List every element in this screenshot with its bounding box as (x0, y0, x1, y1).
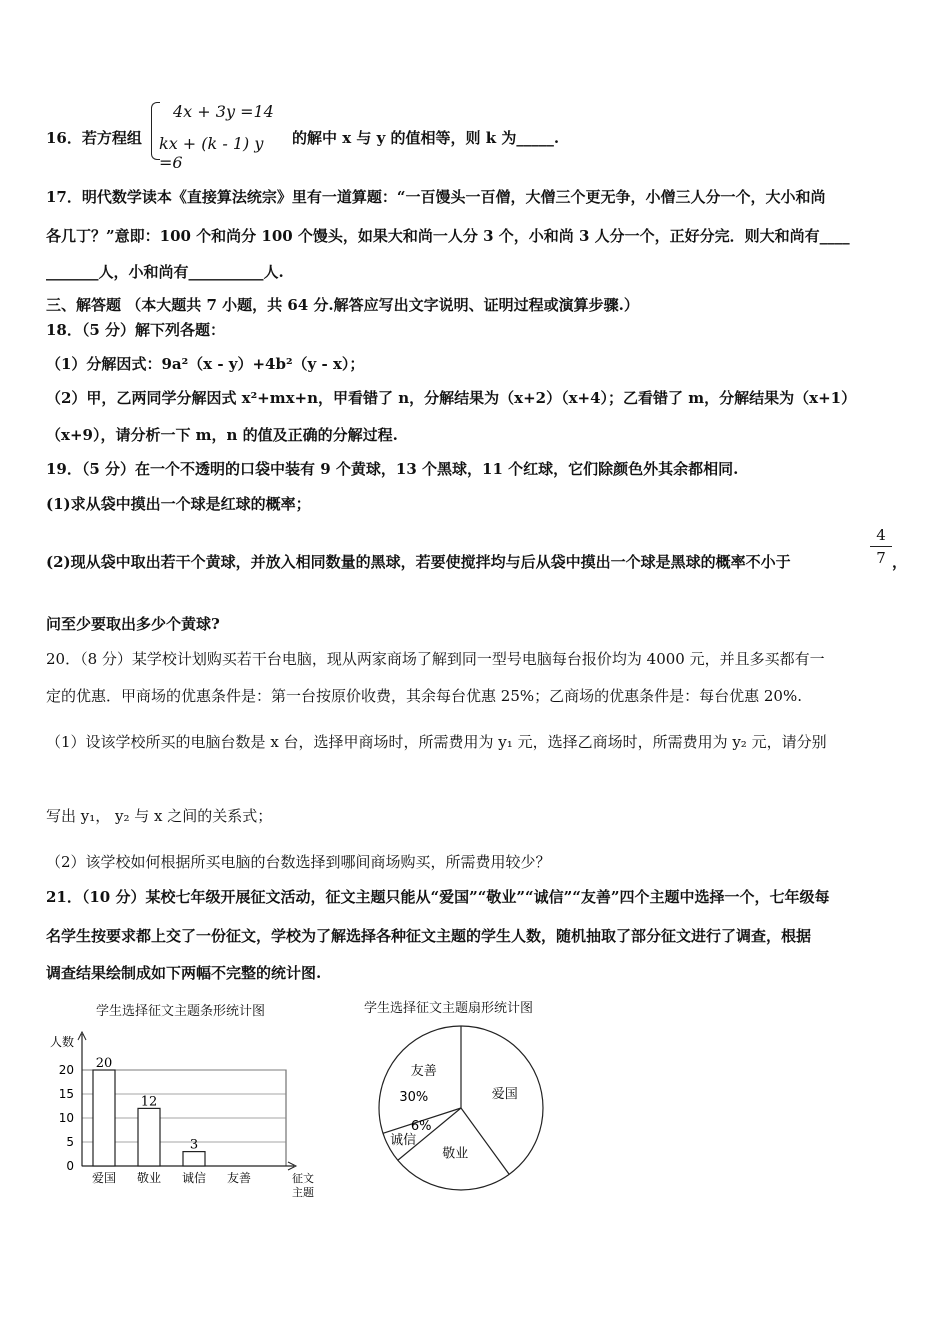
bar-chart-title: 学生选择征文主题条形统计图 (96, 1004, 266, 1019)
slice-label-敬业: 敬业 (442, 1146, 469, 1162)
q20-part2: （2）该学校如何根据所买电脑的台数选择到哪间商场购买，所需费用较少？ (46, 853, 551, 871)
q18-part2-line1: （2）甲，乙两同学分解因式 x²+mx+n，甲看错了 n，分解结果为（x+2）（x+4）；乙看错了 m，分解结果为（x+1） (46, 389, 857, 407)
section-header: 三、解答题 （本大题共 7 小题，共 64 分.解答应写出文字说明、证明过程或演算步骤.） (46, 296, 639, 314)
pie-chart-title: 学生选择征文主题扇形统计图 (364, 1001, 534, 1016)
q20-line1: 20．（8 分）某学校计划购买若干台电脑，现从两家商场了解到同一型号电脑每台报价均为 4000 元，并且多买都有一 (46, 650, 825, 668)
q18-part1: （1）分解因式：9a²（x - y）+4b²（y - x）； (46, 355, 365, 373)
q18-part2-line2: （x+9），请分析一下 m，n 的值及正确的分解过程. (46, 426, 398, 444)
q19-part2-line1: (2)现从袋中取出若干个黄球，并放入相同数量的黑球，若要使搅拌均与后从袋中摸出一个球是黑球的概率不小于 (46, 553, 791, 571)
q21-line2: 名学生按要求都上交了一份征文，学校为了解选择各种征文主题的学生人数，随机抽取了部分征文进行了调查，根据 (46, 927, 812, 945)
slice-percent-诚信: 6% (410, 1118, 432, 1134)
bar-诚信 (183, 1152, 205, 1166)
x-tick-label: 敬业 (136, 1171, 162, 1185)
q17-line3: _______人，小和尚有__________人. (46, 263, 284, 281)
bar-chart (40, 1022, 340, 1212)
q18-header: 18．（5 分）解下列各题： (46, 321, 226, 339)
y-tick-label: 5 (66, 1135, 74, 1149)
q19-part1: (1)求从袋中摸出一个球是红球的概率； (46, 495, 311, 513)
data-label-敬业: 12 (140, 1094, 158, 1110)
fraction (870, 526, 892, 567)
slice-label-爱国: 爱国 (491, 1086, 518, 1102)
q17-line2: 各几丁？”意即：100 个和尚分 100 个馒头，如果大和尚一人分 3 个，小和尚 3 人分一个，正好分完．则大和尚有____ (46, 227, 850, 245)
bar-爱国 (93, 1070, 115, 1166)
x-axis-label-1: 征文 (292, 1172, 314, 1185)
bar-敬业 (138, 1108, 160, 1166)
data-label-诚信: 3 (189, 1137, 199, 1153)
x-axis-label-2: 主题 (292, 1186, 314, 1199)
y-tick-label: 10 (58, 1111, 74, 1125)
q19-part2-line2: 问至少要取出多少个黄球? (46, 615, 220, 633)
equation-1: 4x + 3y =14 (173, 102, 274, 121)
x-tick-label: 爱国 (91, 1171, 117, 1185)
q20-part1-line1: （1）设该学校所买的电脑台数是 x 台，选择甲商场时，所需费用为 y₁ 元，选择乙商场时，所需费用为 y₂ 元，请分别 (46, 733, 827, 751)
q20-part1-line2: 写出 y₁， y₂ 与 x 之间的关系式； (46, 807, 273, 825)
q21-line1: 21．（10 分）某校七年级开展征文活动，征文主题只能从“爱国”“敬业”“诚信”“友善”四个主题中选择一个，七年级每 (46, 888, 830, 906)
y-axis-label: 人数 (50, 1035, 75, 1049)
fraction-denominator: 7 (876, 549, 886, 567)
slice-percent-友善: 30% (399, 1089, 429, 1105)
fraction-numerator: 4 (876, 526, 886, 544)
y-tick-label: 0 (66, 1159, 74, 1173)
y-tick-label: 15 (58, 1087, 74, 1101)
q16-tail: 的解中 x 与 y 的值相等，则 k 为_____. (292, 129, 560, 147)
q17-line1: 17．明代数学读本《直接算法统宗》里有一道算题：“一百馒头一百僧，大僧三个更无争，小僧三人分一个，大小和尚 (46, 188, 826, 206)
slice-label-诚信: 诚信 (390, 1132, 417, 1148)
equation-system (151, 100, 291, 172)
y-tick-label: 20 (58, 1063, 74, 1077)
slice-label-友善: 友善 (410, 1063, 437, 1079)
equation-2: kx + (k - 1) y =6 (159, 134, 264, 172)
q20-line2: 定的优惠．甲商场的优惠条件是：第一台按原价收费，其余每台优惠 25%；乙商场的优惠条件是：每台优惠 20%. (46, 687, 802, 705)
q19-header: 19．（5 分）在一个不透明的口袋中装有 9 个黄球，13 个黑球，11 个红球，它们除颜色外其余都相同. (46, 460, 739, 478)
x-tick-label: 友善 (226, 1171, 252, 1185)
x-tick-label: 诚信 (181, 1171, 207, 1185)
data-label-爱国: 20 (95, 1056, 113, 1071)
fraction-tail: ， (892, 553, 908, 571)
q16-text: 16．若方程组 (46, 129, 142, 147)
pie-chart (370, 1022, 560, 1197)
fraction-bar (870, 546, 892, 547)
q21-line3: 调查结果绘制成如下两幅不完整的统计图. (46, 964, 322, 982)
